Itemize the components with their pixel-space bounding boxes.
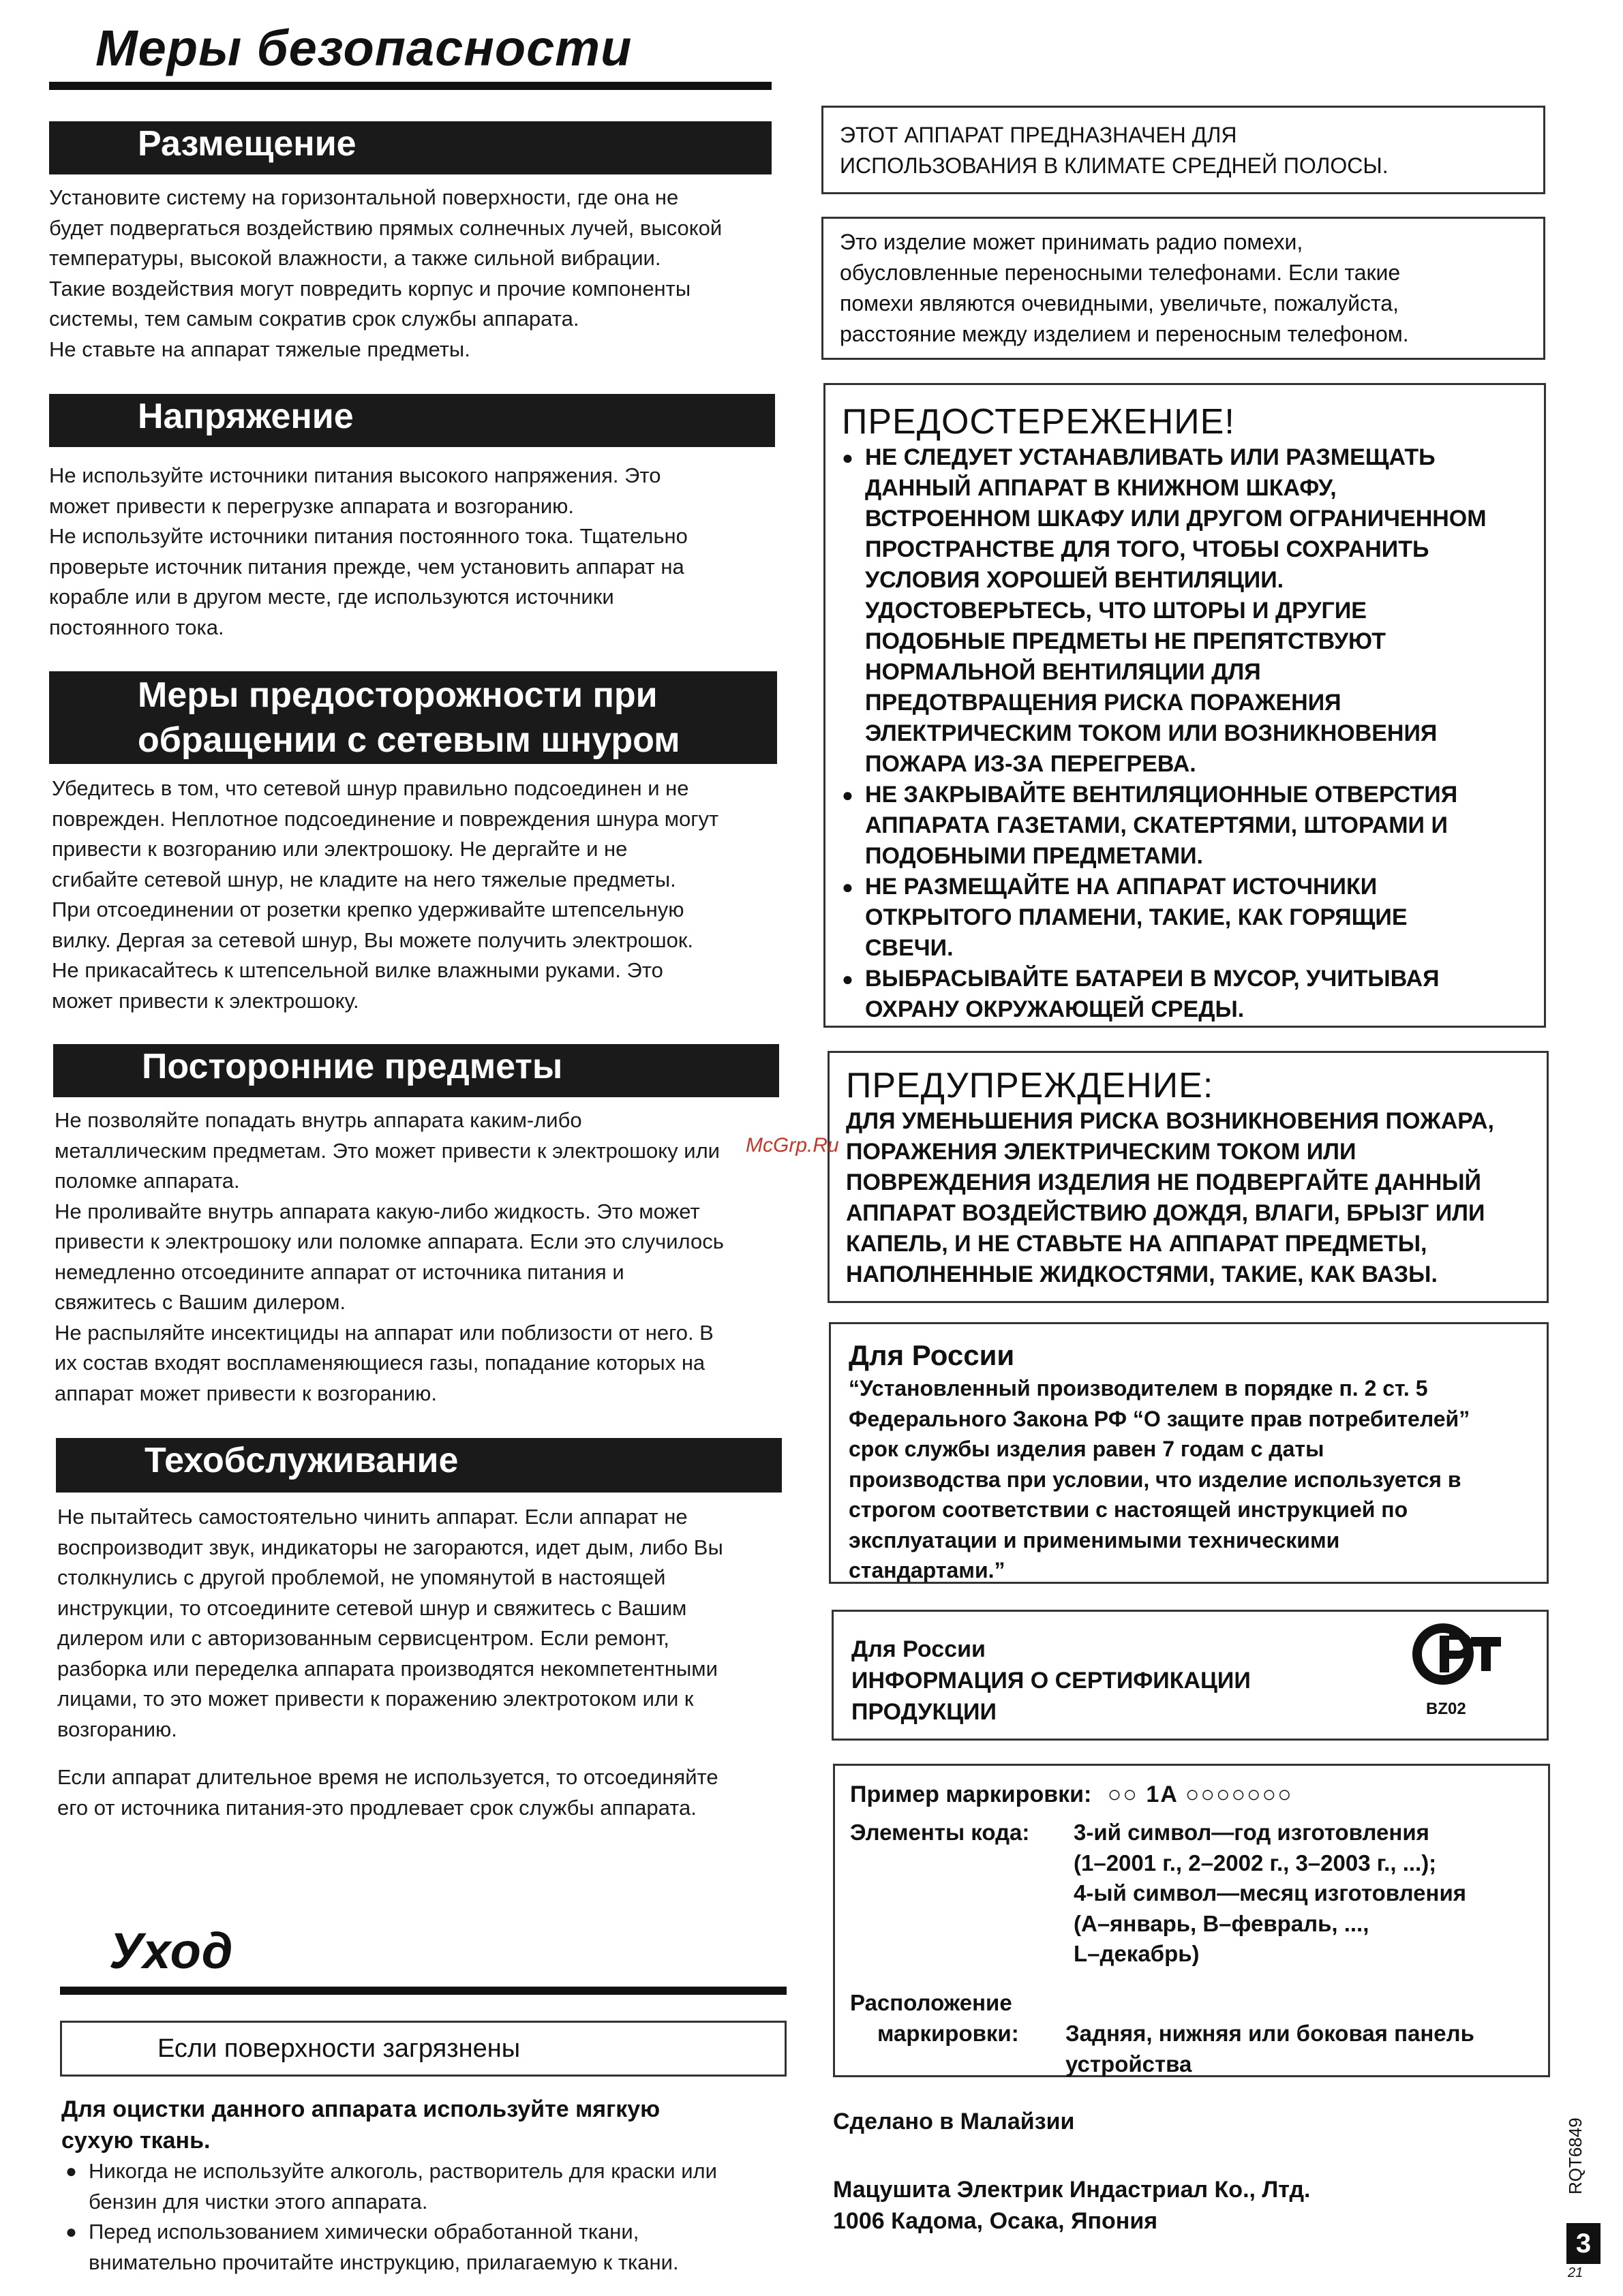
cord-heading-line1: Меры предосторожности при xyxy=(138,675,658,715)
text-line: ПРЕДОТВРАЩЕНИЯ РИСКА ПОРАЖЕНИЯ xyxy=(865,690,1341,716)
text-line: Не позволяйте попадать внутрь аппарата каким-либо xyxy=(55,1108,582,1132)
text-line: эксплуатации и применимыми техническими xyxy=(849,1527,1340,1552)
text-line: устройства xyxy=(1065,2051,1192,2077)
text-line: производства при условии, что изделие используется в xyxy=(849,1467,1461,1492)
text-line: ● НЕ РАЗМЕЩАЙТЕ НА АППАРАТ ИСТОЧНИКИ xyxy=(865,874,1378,900)
text-line: ПОДОБНЫЕ ПРЕДМЕТЫ НЕ ПРЕПЯТСТВУЮТ xyxy=(865,628,1386,654)
text-line: ● НЕ СЛЕДУЕТ УСТАНАВЛИВАТЬ ИЛИ РАЗМЕЩАТЬ xyxy=(865,444,1436,470)
cert-code: BZ02 xyxy=(1426,1700,1466,1718)
text-line: ● Никогда не используйте алкоголь, растворитель для краски или xyxy=(89,2159,717,2183)
cord-heading-line2: обращении с сетевым шнуром xyxy=(138,720,680,760)
text-line: При отсоединении от розетки крепко удерживайте штепсельную xyxy=(52,898,684,921)
text-line: ОХРАНУ ОКРУЖАЮЩЕЙ СРЕДЫ. xyxy=(865,996,1245,1022)
care-box-label: Если поверхности загрязнены xyxy=(60,2021,787,2077)
text-line: поврежден. Неплотное подсоединение и повреждения шнура могут xyxy=(52,806,719,831)
text-line: Это изделие может принимать радио помехи, xyxy=(840,230,1303,254)
text-line: аппарат может привести к возгоранию. xyxy=(55,1381,438,1405)
marking-loc-label-2: маркировки: xyxy=(877,2021,1019,2046)
text-line: его от источника питания-это продлевает срок службы аппарата. xyxy=(57,1795,697,1820)
text-line: поломке аппарата. xyxy=(55,1169,240,1193)
text-line: столкнулись с другой проблемой, не упомянутой в настоящей xyxy=(57,1565,666,1589)
radio-box xyxy=(821,217,1545,360)
text-line: НОРМАЛЬНОЙ ВЕНТИЛЯЦИИ ДЛЯ xyxy=(865,659,1261,685)
text-line: L–декабрь) xyxy=(1074,1941,1200,1966)
text-line: корабле или в другом месте, где используются источники xyxy=(49,585,614,609)
text-line: ДАННЫЙ АППАРАТ В КНИЖНОМ ШКАФУ, xyxy=(865,475,1337,501)
text-line: Федерального Закона РФ “О защите прав потребителей” xyxy=(849,1406,1470,1431)
text-line: срок службы изделия равен 7 годам с даты xyxy=(849,1437,1324,1461)
text-line: 4-ый символ—месяц изготовления xyxy=(1074,1880,1467,1905)
manufacturer xyxy=(833,2174,1311,2237)
marking-loc-label-1: Расположение xyxy=(850,1990,1012,2015)
text-line: металлическим предметам. Это может привести к электрошоку или xyxy=(55,1138,721,1163)
marking-loc-value xyxy=(1065,2019,1556,2079)
marking-example-label: Пример маркировки: xyxy=(850,1781,1092,1807)
text-line: Не прикасайтесь к штепсельной вилке влажными руками. Это xyxy=(52,958,663,982)
placement-heading: Размещение xyxy=(49,121,772,174)
cord-text xyxy=(52,774,788,1016)
text-line: УСЛОВИЯ ХОРОШЕЙ ВЕНТИЛЯЦИИ. xyxy=(865,567,1284,593)
care-bullets xyxy=(65,2156,802,2278)
text-line: возгоранию. xyxy=(57,1717,177,1741)
text-line: Не распыляйте инсектициды на аппарат или поблизости от него. В xyxy=(55,1320,714,1345)
warning-title: ПРЕДУПРЕЖДЕНИЕ: xyxy=(846,1066,1214,1105)
text-line: Такие воздействия могут повредить корпус и прочие компоненты xyxy=(49,276,691,301)
text-line: ПОДОБНЫМИ ПРЕДМЕТАМИ. xyxy=(865,843,1203,869)
made-in: Сделано в Малайзии xyxy=(833,2109,1075,2134)
pct-logo-graphic xyxy=(1412,1623,1508,1685)
text-line: ● НЕ ЗАКРЫВАЙТЕ ВЕНТИЛЯЦИОННЫЕ ОТВЕРСТИЯ xyxy=(865,782,1458,808)
text-line: проверьте источник питания прежде, чем установить аппарат на xyxy=(49,554,684,579)
text-line: привести к возгоранию или электрошоку. Не дергайте и не xyxy=(52,837,628,861)
text-line: Задняя, нижняя или боковая панель xyxy=(1065,2021,1474,2046)
text-line: ДЛЯ УМЕНЬШЕНИЯ РИСКА ВОЗНИКНОВЕНИЯ ПОЖАРА, xyxy=(846,1108,1494,1134)
text-line: Не используйте источники питания постоянного тока. Тщательно xyxy=(49,524,688,548)
placement-text xyxy=(49,183,785,365)
text-line: свяжитесь с Вашим дилером. xyxy=(55,1290,346,1314)
text-line: ПОВРЕЖДЕНИЯ ИЗДЕЛИЯ НЕ ПОДВЕРГАЙТЕ ДАННЫЙ xyxy=(846,1169,1481,1195)
text-line: ПРОСТРАНСТВЕ ДЛЯ ТОГО, ЧТОБЫ СОХРАНИТЬ xyxy=(865,536,1429,562)
text-line: Не ставьте на аппарат тяжелые предметы. xyxy=(49,337,470,361)
text-line: может привести к электрошоку. xyxy=(52,988,359,1013)
list-item xyxy=(842,442,1530,780)
warning-text xyxy=(846,1106,1536,1290)
text-line: разборка или переделка аппарата производятся некомпетентными xyxy=(57,1656,718,1681)
text-line: ИНФОРМАЦИЯ О СЕРТИФИКАЦИИ xyxy=(851,1668,1251,1694)
foreign-text xyxy=(55,1105,791,1409)
text-line: АППАРАТА ГАЗЕТАМИ, СКАТЕРТЯМИ, ШТОРАМИ И xyxy=(865,812,1448,838)
text-line: ПОРАЖЕНИЯ ЭЛЕКТРИЧЕСКИМ ТОКОМ ИЛИ xyxy=(846,1139,1356,1165)
text-line: расстояние между изделием и переносным телефоном. xyxy=(840,322,1409,346)
text-line: может привести к перегрузке аппарата и возгоранию. xyxy=(49,493,575,518)
text-line: ЭТОТ АППАРАТ ПРЕДНАЗНАЧЕН ДЛЯ xyxy=(840,123,1237,147)
text-line: помехи являются очевидными, увеличьте, пожалуйста, xyxy=(840,291,1399,316)
text-line: ПОЖАРА ИЗ-ЗА ПЕРЕГРЕВА. xyxy=(865,751,1196,777)
list-item xyxy=(65,2156,802,2217)
text-line: УДОСТОВЕРЬТЕСЬ, ЧТО ШТОРЫ И ДРУГИЕ xyxy=(865,598,1367,624)
marking-code xyxy=(850,1818,1533,1988)
care-rule xyxy=(60,1987,787,1995)
page-number: 3 xyxy=(1566,2223,1601,2264)
marking-box xyxy=(833,1764,1550,2077)
list-item xyxy=(65,2217,802,2278)
list-item xyxy=(842,964,1530,1025)
text-line: “Установленный производителем в порядке п. 2 ст. 5 xyxy=(849,1376,1428,1400)
text-line: ЭЛЕКТРИЧЕСКИМ ТОКОМ ИЛИ ВОЗНИКНОВЕНИЯ xyxy=(865,720,1438,746)
text-line: Если аппарат длительное время не используется, то отсоединяйте xyxy=(57,1765,718,1789)
text-line: немедленно отсоедините аппарат от источника питания и xyxy=(55,1259,624,1284)
climate-box xyxy=(821,106,1545,194)
text-line: (1–2001 г., 2–2002 г., 3–2003 г., ...); xyxy=(1074,1850,1437,1876)
text-line: Не используйте источники питания высокого напряжения. Это xyxy=(49,463,661,487)
text-line: постоянного тока. xyxy=(49,615,224,639)
care-lead xyxy=(61,2094,798,2156)
text-line: стандартами.” xyxy=(849,1558,1005,1582)
text-line: Убедитесь в том, что сетевой шнур правильно подсоединен и не xyxy=(52,776,689,800)
voltage-text xyxy=(49,461,785,643)
text-line: Не проливайте внутрь аппарата какую-либо жидкость. Это может xyxy=(55,1199,700,1223)
text-line: КАПЕЛЬ, И НЕ СТАВЬТЕ НА АППАРАТ ПРЕДМЕТЫ, xyxy=(846,1231,1427,1257)
page-sub-number: 21 xyxy=(1568,2265,1583,2280)
caution-title: ПРЕДОСТЕРЕЖЕНИЕ! xyxy=(842,402,1235,442)
text-line: Мацушита Электрик Индастриал Ко., Лтд. xyxy=(833,2177,1311,2203)
text-line: ● Перед использованием химически обработанной ткани, xyxy=(89,2220,639,2244)
text-line: Для оцистки данного аппарата используйте мягкую xyxy=(61,2096,661,2122)
text-line: их состав входят воспламеняющиеся газы, попадание которых на xyxy=(55,1351,706,1375)
page-title: Меры безопасности xyxy=(95,20,633,76)
watermark: McGrp.Ru xyxy=(746,1134,839,1157)
care-title: Уход xyxy=(109,1923,234,1979)
text-line: 1006 Кадома, Осака, Япония xyxy=(833,2208,1158,2234)
russia-box xyxy=(829,1322,1549,1584)
text-line: строгом соответствии с настоящей инструкцией по xyxy=(849,1497,1408,1522)
warning-box xyxy=(828,1051,1549,1303)
caution-list xyxy=(842,442,1530,1025)
list-item xyxy=(842,780,1530,872)
russia-text xyxy=(849,1373,1536,1586)
text-line: бензин для чистки этого аппарата. xyxy=(89,2189,428,2214)
text-line: Установите систему на горизонтальной поверхности, где она не xyxy=(49,185,679,209)
marking-code-label: Элементы кода: xyxy=(850,1820,1030,1845)
text-line: инструкции, то отсоедините сетевой шнур и свяжитесь с Вашим xyxy=(57,1595,687,1620)
marking-location xyxy=(850,1988,1533,2077)
text-line: вилку. Дергая за сетевой шнур, Вы можете получить электрошок. xyxy=(52,928,694,952)
text-line: ВСТРОЕННОМ ШКАФУ ИЛИ ДРУГОМ ОГРАНИЧЕННОМ xyxy=(865,506,1487,532)
caution-box xyxy=(823,383,1546,1028)
text-line: ● ВЫБРАСЫВАЙТЕ БАТАРЕИ В МУСОР, УЧИТЫВАЯ xyxy=(865,966,1440,992)
russia-title: Для России xyxy=(849,1339,1015,1371)
text-line: 3-ий символ—год изготовления xyxy=(1074,1820,1429,1845)
list-item xyxy=(842,872,1530,964)
text-line: воспроизводит звук, индикаторы не загораются, идет дым, либо Вы xyxy=(57,1535,723,1559)
text-line: ИСПОЛЬЗОВАНИЯ В КЛИМАТЕ СРЕДНЕЙ ПОЛОСЫ. xyxy=(840,153,1389,178)
text-line: НАПОЛНЕННЫЕ ЖИДКОСТЯМИ, ТАКИЕ, КАК ВАЗЫ. xyxy=(846,1261,1438,1287)
text-line: сухую ткань. xyxy=(61,2128,211,2154)
text-line: СВЕЧИ. xyxy=(865,935,954,961)
text-line: лицами, то это может привести к поражению электротоком или к xyxy=(57,1687,694,1711)
text-line: обусловленные переносными телефонами. Если такие xyxy=(840,260,1401,285)
text-line: Не пытайтесь самостоятельно чинить аппарат. Если аппарат не xyxy=(57,1505,688,1529)
text-line: температуры, высокой влажности, а также сильной вибрации. xyxy=(49,246,661,270)
service-text xyxy=(57,1502,793,1745)
marking-code-list xyxy=(1074,1818,1551,1970)
service-heading: Техобслуживание xyxy=(56,1438,782,1493)
cord-heading xyxy=(49,671,777,764)
text-line: ПРОДУКЦИИ xyxy=(851,1699,997,1725)
text-line: дилером или с авторизованным сервисцентром. Если ремонт, xyxy=(57,1626,669,1650)
text-line: будет подвергаться воздействию прямых солнечных лучей, высокой xyxy=(49,215,723,240)
foreign-heading: Посторонние предметы xyxy=(53,1044,779,1097)
voltage-heading: Напряжение xyxy=(49,394,775,447)
text-line: сгибайте сетевой шнур, не кладите на него тяжелые предметы. xyxy=(52,867,676,891)
title-rule xyxy=(49,82,772,90)
text-line: АППАРАТ ВОЗДЕЙСТВИЮ ДОЖДЯ, ВЛАГИ, БРЫЗГ ИЛИ xyxy=(846,1200,1485,1226)
text-line: внимательно прочитайте инструкцию, прилагаемую к ткани. xyxy=(89,2250,679,2274)
text-line: (A–январь, B–февраль, ..., xyxy=(1074,1910,1369,1936)
doc-code: RQT6849 xyxy=(1565,2117,1586,2194)
text-line: Для России xyxy=(851,1636,986,1662)
marking-example xyxy=(850,1775,1533,1813)
text-line: ОТКРЫТОГО ПЛАМЕНИ, ТАКИЕ, КАК ГОРЯЩИЕ xyxy=(865,904,1408,930)
marking-example-value: ○○ 1A ○○○○○○○ xyxy=(1107,1781,1293,1807)
service-text-2 xyxy=(57,1762,793,1823)
text-line: привести к электрошоку или поломке аппарата. Если это случилось xyxy=(55,1229,724,1253)
pct-cert-logo-icon xyxy=(1412,1623,1508,1718)
text-line: системы, тем самым сократив срок службы аппарата. xyxy=(49,307,579,331)
